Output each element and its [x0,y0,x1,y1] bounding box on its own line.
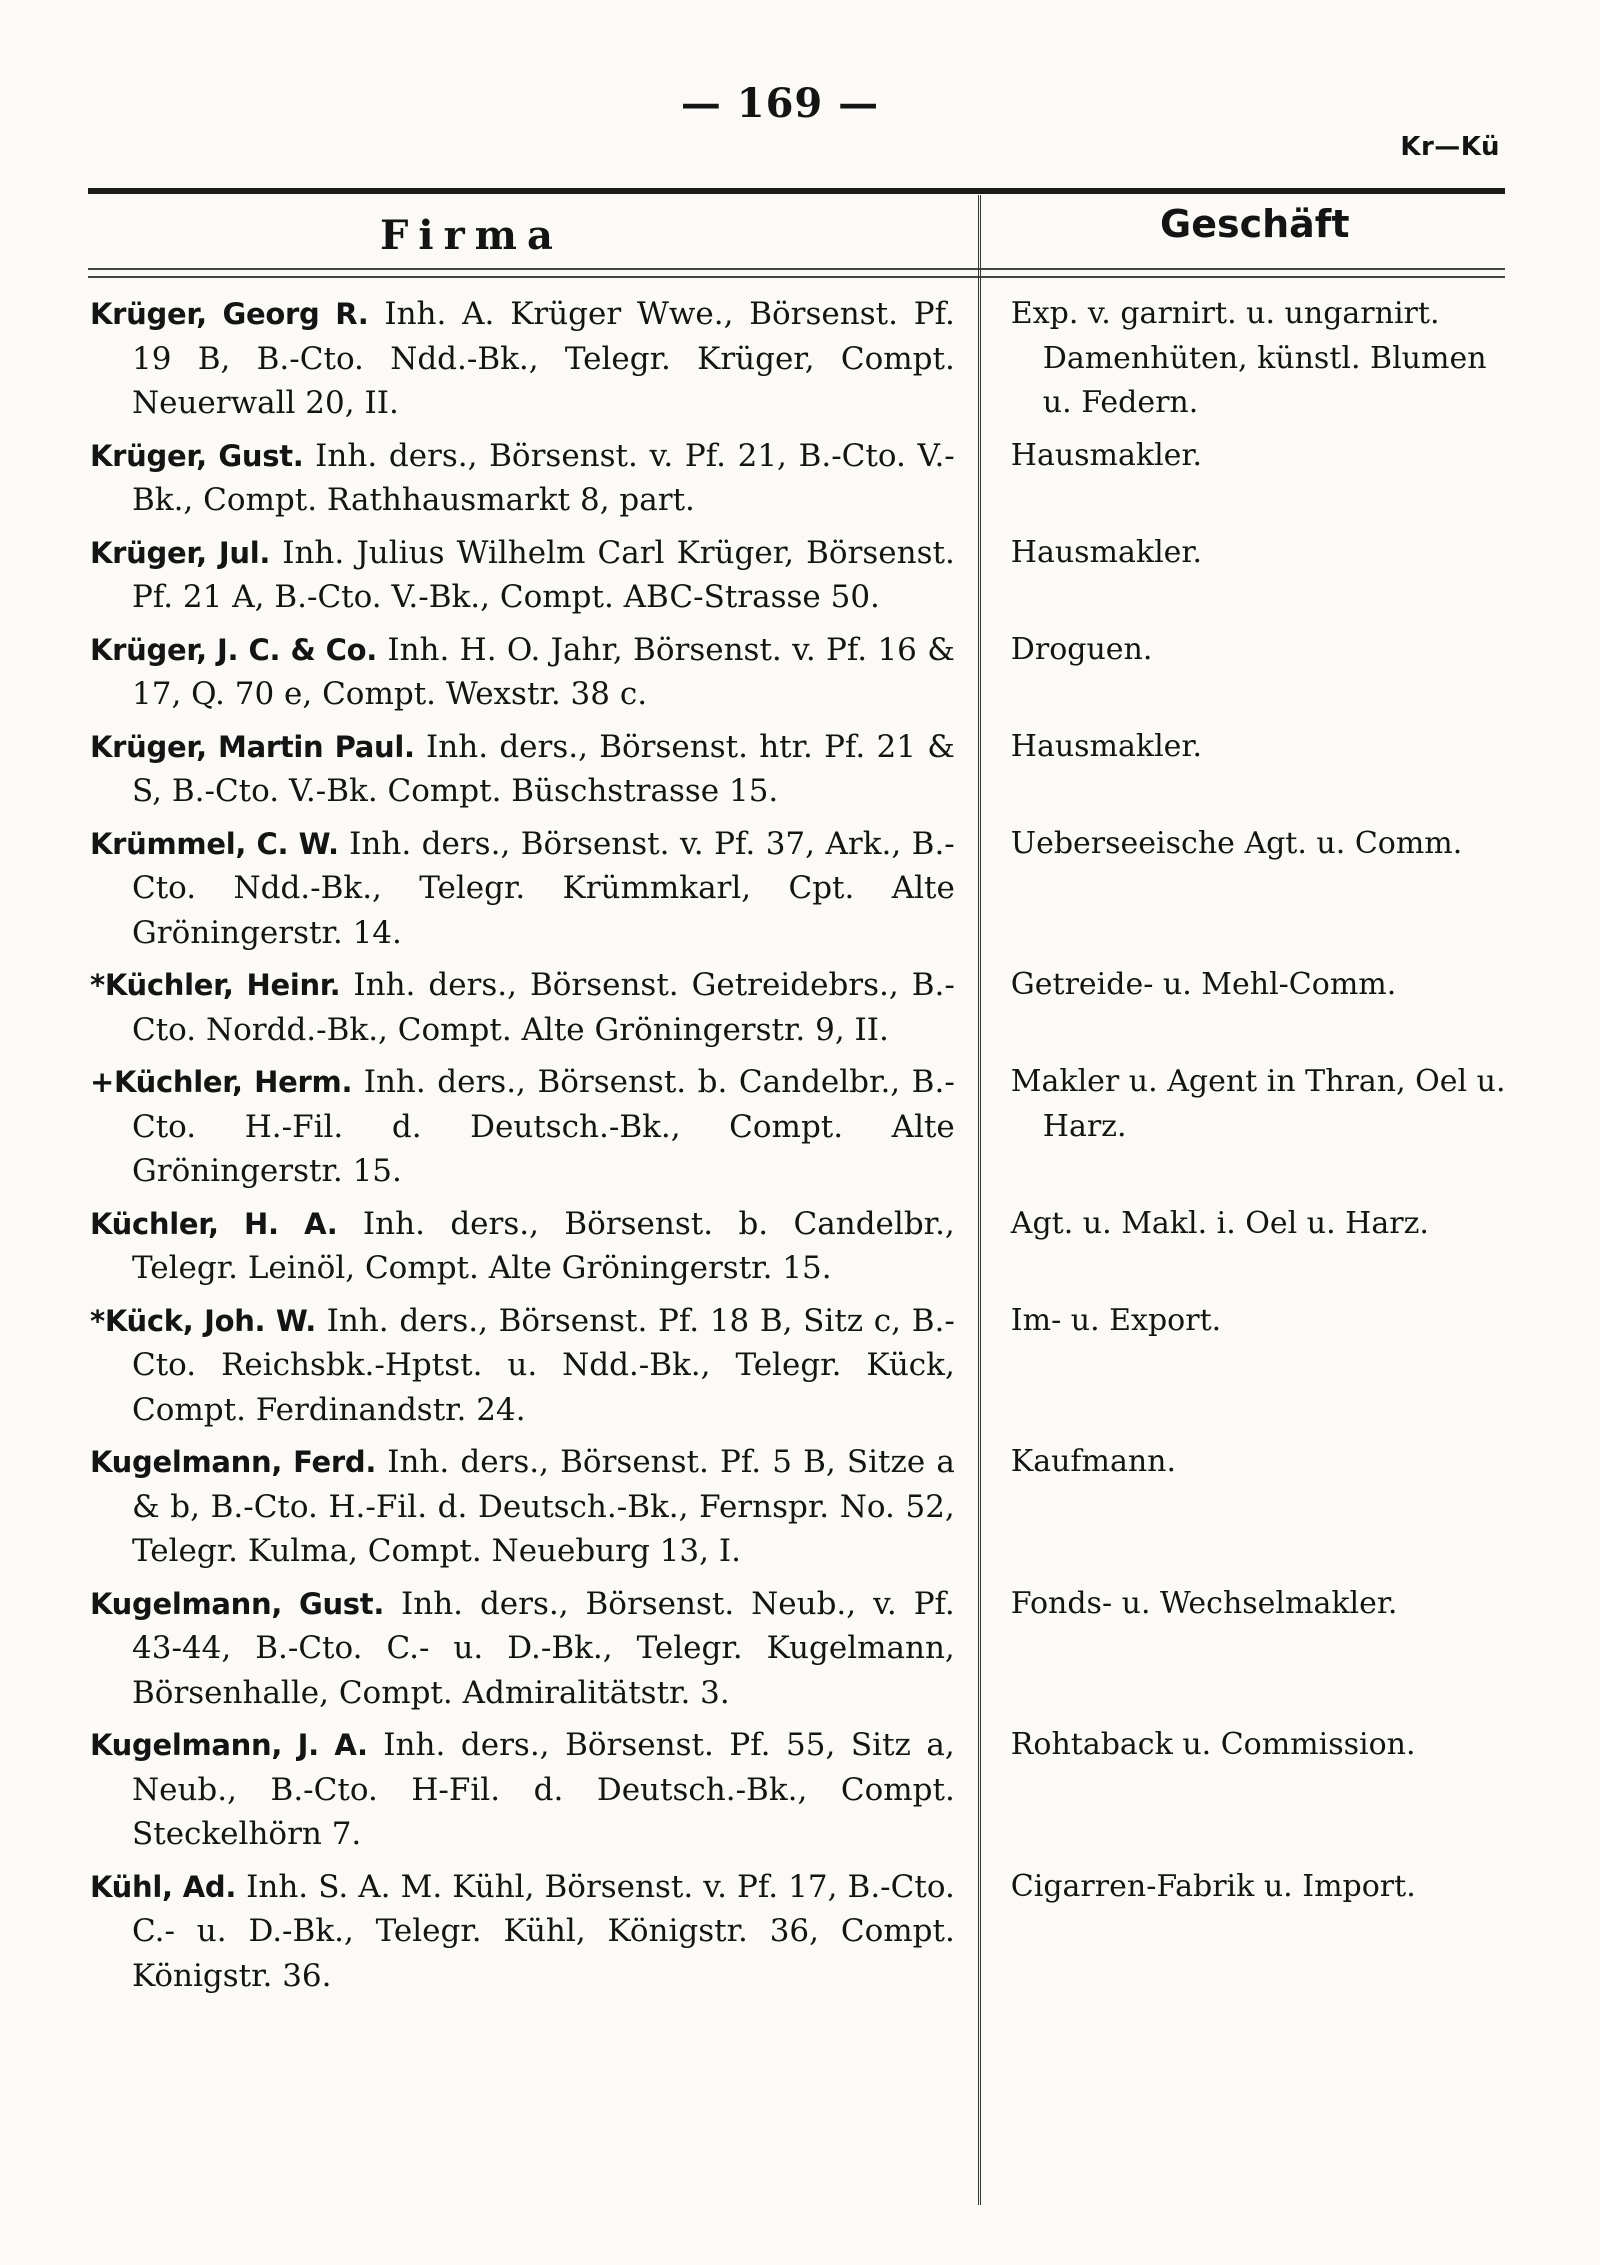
list-item [88,1440,1508,1574]
business-type: Fonds- u. Wechselmakler. [1010,1585,1398,1621]
business-type: Exp. v. garnirt. u. ungarnirt. Damenhüten, künstl. Blumen u. Federn. [1010,296,1487,420]
business-type: Hausmakler. [1010,728,1203,764]
firm-name: Kühl, Ad. [90,1869,237,1904]
business-type: Hausmakler. [1010,534,1203,570]
entry-list [88,292,1508,2006]
header-rule [88,268,1505,270]
business-type: Rohtaback u. Commission. [1010,1727,1416,1762]
list-item [88,1582,1508,1716]
firm-name: Krüger, Georg R. [90,297,369,331]
list-item [88,531,1508,620]
business-type: Im- u. Export. [1010,1302,1222,1338]
alphabet-range: Kr—Kü [1400,132,1500,162]
business-type: Agt. u. Makl. i. Oel u. Harz. [1010,1205,1429,1241]
firm-details: Inh. ders., Börsenst. Neub., v. Pf. 43-44, B.-Cto. C.- u. D.-Bk., Telegr. Kugelmann, Börsenhalle, Compt. Admiralitätstr. 3. [132,1585,955,1711]
business-type: Cigarren-Fabrik u. Import. [1010,1868,1416,1904]
firm-details: Inh. ders., Börsenst. v. Pf. 37, Ark., B.-Cto. Ndd.-Bk., Telegr. Krümmkarl, Cpt. Alte Gröningerstr. 14. [132,825,955,951]
firm-details: Inh. ders., Börsenst. Pf. 5 B, Sitze a & b, B.-Cto. H.-Fil. d. Deutsch.-Bk., Fernspr. No. 52, Telegr. Kulma, Compt. Neueburg 13, I. [132,1444,955,1569]
list-item [88,628,1508,717]
list-item [88,1865,1508,1999]
header-rule-double [88,276,1505,278]
business-type: Makler u. Agent in Thran, Oel u. Harz. [1010,1064,1506,1144]
firm-name: Krüger, Gust. [90,438,304,473]
page-number: — 169 — [680,80,880,127]
firm-details: Inh. ders., Börsenst. b. Candelbr., B.-Cto. H.-Fil. d. Deutsch.-Bk., Compt. Alte Gröningerstr. 15. [132,1064,955,1189]
list-item [88,725,1508,814]
firm-name: *Küchler, Heinr. [90,968,341,1002]
top-rule [88,188,1505,194]
firm-details: Inh. ders., Börsenst. htr. Pf. 21 & S, B.-Cto. V.-Bk. Compt. Büschstrasse 15. [132,728,955,809]
firm-name: +Küchler, Herm. [90,1065,353,1099]
business-type: Ueberseeische Agt. u. Comm. [1010,825,1463,861]
list-item [88,434,1508,523]
list-item [88,1060,1508,1194]
firm-name: *Kück, Joh. W. [90,1303,316,1338]
firm-name: Krüger, Martin Paul. [90,729,415,764]
firm-details: Inh. S. A. M. Kühl, Börsenst. v. Pf. 17, B.-Cto. C.- u. D.-Bk., Telegr. Kühl, Königstr. 36, Compt. Königstr. 36. [132,1868,955,1994]
list-item [88,1299,1508,1433]
list-item [88,292,1508,426]
firm-name: Krüger, J. C. & Co. [90,632,378,667]
firm-name: Küchler, H. A. [90,1206,338,1241]
firm-details: Inh. ders., Börsenst. Getreidebrs., B.-Cto. Nordd.-Bk., Compt. Alte Gröningerstr. 9, II. [132,967,955,1048]
business-type: Getreide- u. Mehl-Comm. [1010,967,1397,1002]
business-type: Hausmakler. [1010,437,1203,473]
list-item [88,1202,1508,1291]
firm-name: Krümmel, C. W. [90,826,339,861]
firm-details: Inh. ders., Börsenst. v. Pf. 21, B.-Cto. V.-Bk., Compt. Rathhausmarkt 8, part. [132,437,955,518]
column-header-geschaeft: Geschäft [1160,202,1350,246]
list-item [88,1723,1508,1857]
firm-name: Krüger, Jul. [90,535,271,570]
firm-details: Inh. H. O. Jahr, Börsenst. v. Pf. 16 & 17, Q. 70 e, Compt. Wexstr. 38 c. [132,631,955,712]
list-item [88,963,1508,1052]
firm-details: Inh. Julius Wilhelm Carl Krüger, Börsenst. Pf. 21 A, B.-Cto. V.-Bk., Compt. ABC-Strasse 50. [132,534,955,615]
column-header-firma: Firma [380,212,563,259]
firm-details: Inh. ders., Börsenst. Pf. 55, Sitz a, Neub., B.-Cto. H-Fil. d. Deutsch.-Bk., Compt. Steckelhörn 7. [132,1727,955,1852]
list-item [88,822,1508,956]
firm-name: Kugelmann, Gust. [90,1586,385,1621]
firm-name: Kugelmann, Ferd. [90,1445,377,1479]
business-type: Droguen. [1010,631,1153,667]
firm-name: Kugelmann, J. A. [90,1728,368,1762]
firm-details: Inh. A. Krüger Wwe., Börsenst. Pf. 19 B, B.-Cto. Ndd.-Bk., Telegr. Krüger, Compt. Neuerwall 20, II. [132,296,955,421]
firm-details: Inh. ders., Börsenst. b. Candelbr., Telegr. Leinöl, Compt. Alte Gröningerstr. 15. [132,1205,955,1286]
business-type: Kaufmann. [1010,1444,1177,1479]
firm-details: Inh. ders., Börsenst. Pf. 18 B, Sitz c, B.-Cto. Reichsbk.-Hptst. u. Ndd.-Bk., Telegr. Kück, Compt. Ferdinandstr. 24. [132,1302,955,1428]
